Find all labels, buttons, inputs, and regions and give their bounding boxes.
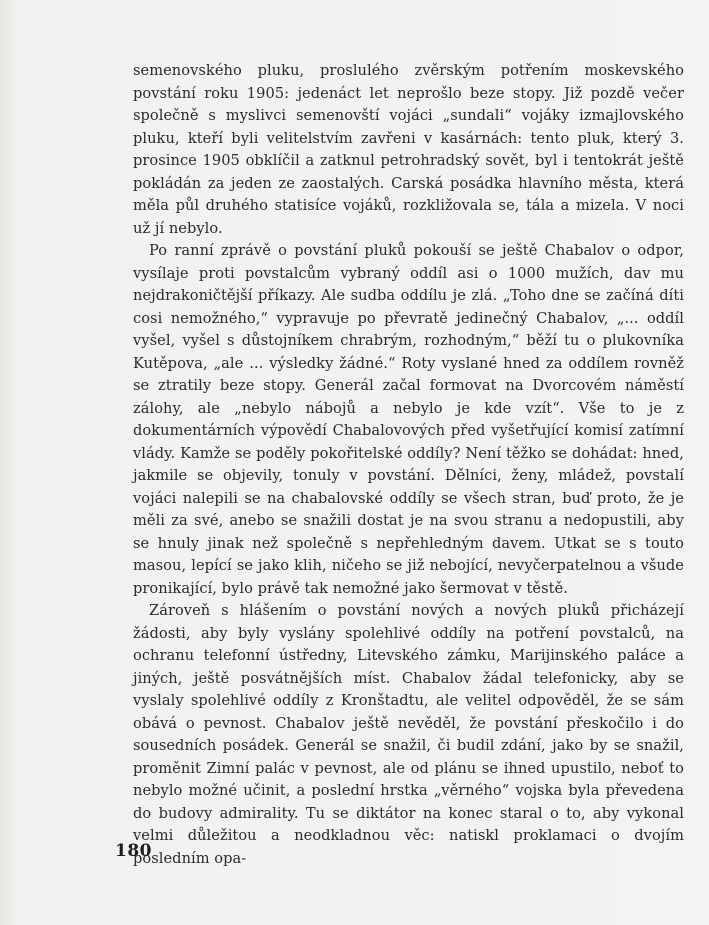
paragraph-1: semenovského pluku, proslulého zvěrským potřením moskevského povstání roku 1905: jedenáct let neprošlo beze stopy. Již pozdě večer společně s myslivci semenovští vojáci „sundali“ vojáky izmajlovského pluku, kteří byli velitelstvím zavřeni v kasárnách: tento pluk, který 3. prosince 1905 obklíčil a zatknul petrohradský sovět, byl i tentokrát ještě pokládán za jeden ze zaostalých. Carská posádka hlavního města, která měla půl druhého statisíce vojáků, rozkližovala se, tála a mizela. V noci už jí nebylo. — [133, 62, 684, 237]
paragraph-2: Po ranní zprávě o povstání pluků pokouší se ještě Chabalov o odpor, vysílaje proti povstalcům vybraný oddíl asi o 1000 mužích, dav mu nejdrakoničtější příkazy. Ale sudba oddílu je zlá. „Toho dne se začíná díti cosi nemožného,“ vypravuje po převratě jedinečný Chabalov, „... oddíl vyšel, vyšel s důstojníkem chrabrým, rozhodným,“ běží tu o plukovníka Kutěpova, „ale ... výsledky žádné.“ Roty vyslané hned za oddílem rovněž se ztratily beze stopy. Generál začal formovat na Dvorcovém náměstí zálohy, ale „nebylo nábojů a nebylo je kde vzít“. Vše to je z dokumentárních výpovědí Chabalovových před vyšetřující komisí zatímní vlády. Kamže se poděly pokořitelské oddíly? Není těžko se dohádat: hned, jakmile se objevily, tonuly v povstání. Dělníci, ženy, mládež, povstalí vojáci nalepili se na chabalovské oddíly se všech stran, buď proto, že je měli za své, anebo se snažili dostat je na svou stranu a nedopustili, aby se hnuly jinak než společně s nepřehledným davem. Utkat se s touto masou, lepící se jako klih, ničeho se již nebojící, nevyčerpatelnou a všude pronikající, bylo právě tak nemožné jako šermovat v těstě. — [133, 242, 684, 597]
paragraph-3: Zároveň s hlášením o povstání nových a nových pluků přicházejí žádosti, aby byly vyslány spolehlivé oddíly na potření povstalců, na ochranu telefonní ústředny, Litevského zámku, Marijinského paláce a jiných, ještě posvátnějších míst. Chabalov žádal telefonicky, aby se vyslaly spolehlivé oddíly z Kronštadtu, ale velitel odpověděl, že se sám obává o pevnost. Chabalov ještě nevěděl, že povstání přeskočilo i do sousedních posádek. Generál se snažil, či budil zdání, jako by se snažil, proměnit Zimní palác v pevnost, ale od plánu se ihned upustilo, neboť to nebylo možné učinit, a poslední hrstka „věrného“ vojska byla převedena do budovy admirality. Tu se diktátor na konec staral o to, aby vykonal velmi důležitou a neodkladnou věc: natiskl proklamaci o dvojím posledním opa- — [133, 602, 684, 867]
page-number: 180 — [115, 841, 152, 861]
body-text — [133, 60, 684, 870]
